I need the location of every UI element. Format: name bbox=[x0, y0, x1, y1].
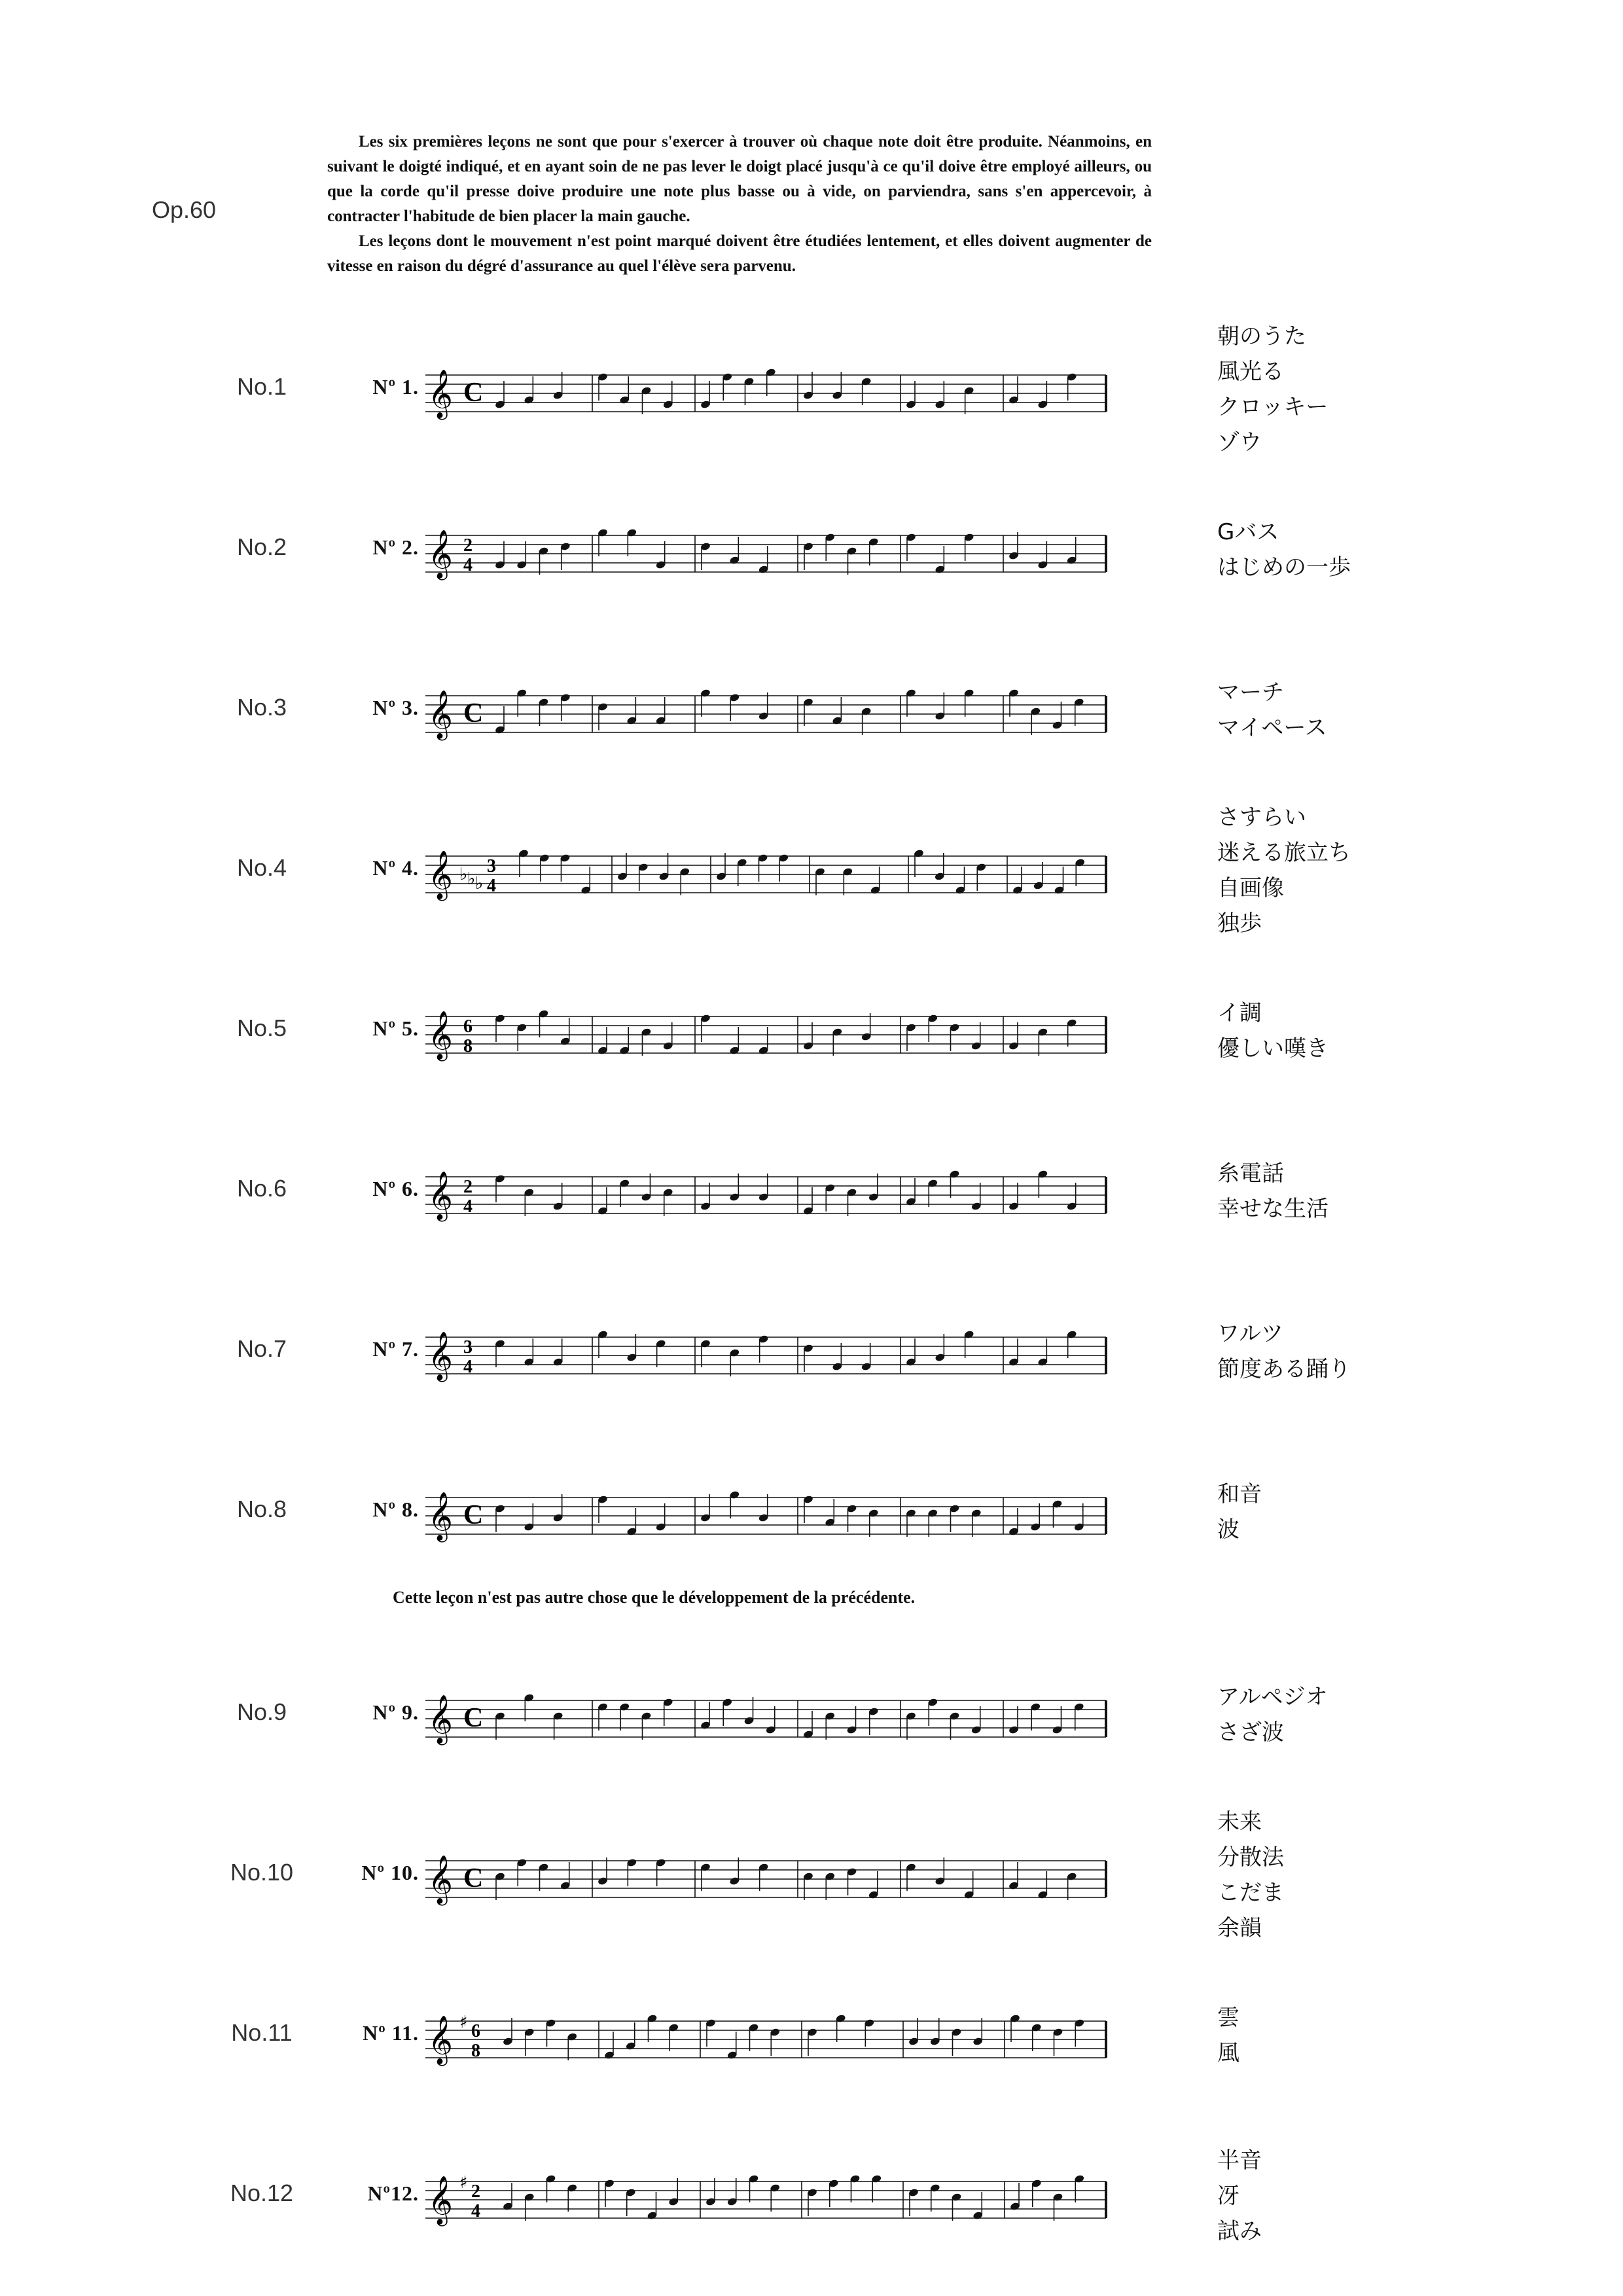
time-signature-top: 6 bbox=[463, 1016, 473, 1037]
flat-icon: ♭ bbox=[467, 869, 476, 889]
treble-clef-icon: 𝄞 bbox=[428, 370, 453, 418]
lesson-number: No.5 bbox=[236, 1014, 287, 1041]
lesson-title: イ調 bbox=[1217, 1000, 1262, 1026]
interlude-note: Cette leçon n'est pas autre chose que le développement de la précédente. bbox=[393, 1588, 916, 1607]
lesson-title: 自画像 bbox=[1217, 875, 1284, 901]
lesson-reference: Nº 2. bbox=[372, 535, 419, 559]
time-signature-bottom: 8 bbox=[471, 2041, 480, 2061]
sharp-icon: ♯ bbox=[459, 2013, 468, 2032]
lesson-title: こだま bbox=[1217, 1880, 1284, 1906]
music-staff bbox=[425, 997, 1145, 1075]
lesson-title: 未来 bbox=[1217, 1809, 1262, 1835]
music-staff bbox=[425, 836, 1145, 915]
lesson-title: ワルツ bbox=[1217, 1321, 1283, 1347]
lesson-row bbox=[0, 785, 1623, 946]
lesson-titles bbox=[1217, 1679, 1479, 1750]
common-time-icon: C bbox=[463, 378, 484, 408]
lesson-reference: Nº 10. bbox=[361, 1861, 419, 1884]
lesson-title: 試み bbox=[1217, 2218, 1262, 2244]
lesson-title: 風光る bbox=[1217, 359, 1284, 385]
treble-clef-icon: 𝄞 bbox=[428, 691, 453, 739]
time-signature-bottom: 4 bbox=[463, 555, 473, 575]
lesson-title: さざ波 bbox=[1217, 1719, 1284, 1746]
lesson-titles bbox=[1217, 675, 1479, 745]
treble-clef-icon: 𝄞 bbox=[428, 530, 453, 579]
common-time-icon: C bbox=[463, 698, 484, 728]
lesson-title: 冴 bbox=[1217, 2183, 1240, 2209]
lesson-title: 雲 bbox=[1217, 2005, 1240, 2031]
treble-clef-icon: 𝄞 bbox=[428, 1332, 453, 1380]
lesson-number: No.1 bbox=[236, 373, 287, 400]
lesson-title: マイペース bbox=[1217, 715, 1327, 741]
treble-clef-icon: 𝄞 bbox=[428, 1011, 453, 1060]
lesson-title: 朝のうた bbox=[1217, 323, 1306, 350]
music-staff bbox=[425, 1157, 1145, 1236]
treble-clef-icon: 𝄞 bbox=[428, 1856, 453, 1904]
lesson-titles bbox=[1217, 2000, 1479, 2071]
lesson-titles bbox=[1217, 514, 1479, 585]
time-signature-top: 2 bbox=[471, 2181, 480, 2202]
lesson-number: No.9 bbox=[236, 1698, 287, 1725]
flat-icon: ♭ bbox=[475, 874, 484, 893]
lesson-reference: Nº 9. bbox=[372, 1700, 419, 1724]
common-time-icon: C bbox=[463, 1703, 484, 1733]
treble-clef-icon: 𝄞 bbox=[428, 1492, 453, 1541]
lesson-reference: Nº 1. bbox=[372, 375, 419, 399]
lesson-title: 分散法 bbox=[1217, 1844, 1284, 1871]
lesson-number: No.3 bbox=[236, 694, 287, 721]
lesson-title: 幸せな生活 bbox=[1217, 1196, 1329, 1222]
lesson-titles bbox=[1217, 1156, 1479, 1227]
lesson-title: 優しい嘆き bbox=[1217, 1035, 1329, 1062]
lesson-row bbox=[0, 465, 1623, 626]
lesson-reference: Nº 8. bbox=[372, 1498, 419, 1521]
lesson-number: No.4 bbox=[236, 854, 287, 881]
lesson-number: No.12 bbox=[230, 2179, 294, 2206]
time-signature-top: 6 bbox=[471, 2021, 480, 2041]
lesson-reference: Nº 5. bbox=[372, 1016, 419, 1040]
common-time-icon: C bbox=[463, 1863, 484, 1893]
lesson-row bbox=[0, 1266, 1623, 1427]
music-staff bbox=[425, 1478, 1145, 1556]
sharp-icon: ♯ bbox=[459, 2173, 468, 2193]
time-signature-top: 2 bbox=[463, 1177, 473, 1197]
lesson-titles bbox=[1217, 996, 1479, 1066]
time-signature-top: 3 bbox=[487, 856, 496, 876]
music-staff bbox=[425, 1318, 1145, 1396]
flat-icon: ♭ bbox=[459, 865, 468, 884]
treble-clef-icon: 𝄞 bbox=[428, 1172, 453, 1220]
lesson-reference: Nº 6. bbox=[372, 1177, 419, 1200]
treble-clef-icon: 𝄞 bbox=[428, 2016, 453, 2064]
lesson-title: 糸電話 bbox=[1217, 1160, 1284, 1187]
lesson-number: No.6 bbox=[236, 1175, 287, 1202]
lesson-reference: Nº 7. bbox=[372, 1337, 419, 1361]
lesson-title: 独歩 bbox=[1217, 910, 1262, 937]
music-staff bbox=[425, 355, 1145, 434]
preface-paragraph-2: Les leçons dont le mouvement n'est point marqué doivent être étudiées lentement, et elles doivent augmenter de vitesse en raison du dégré d'assurance au quel l'élève sera parvenu. bbox=[327, 232, 1152, 275]
lesson-title: 和音 bbox=[1217, 1481, 1262, 1507]
music-staff bbox=[425, 676, 1145, 755]
lesson-titles bbox=[1217, 1804, 1479, 1946]
lesson-titles bbox=[1217, 319, 1479, 460]
lesson-reference: Nº12. bbox=[367, 2181, 419, 2205]
music-staff bbox=[425, 1681, 1145, 1759]
music-staff bbox=[425, 2162, 1145, 2240]
lesson-row bbox=[0, 1950, 1623, 2111]
lesson-titles bbox=[1217, 2143, 1479, 2249]
preface-text bbox=[327, 130, 1152, 279]
lesson-title: 波 bbox=[1217, 1516, 1240, 1543]
lesson-title: ゾウ bbox=[1217, 429, 1262, 456]
music-staff bbox=[425, 516, 1145, 594]
lesson-title: 半音 bbox=[1217, 2147, 1262, 2174]
lesson-number: No.2 bbox=[236, 533, 287, 560]
treble-clef-icon: 𝄞 bbox=[428, 2176, 453, 2225]
lesson-titles bbox=[1217, 1477, 1479, 1547]
lesson-title: Gバス bbox=[1217, 519, 1279, 545]
music-staff bbox=[425, 1841, 1145, 1920]
time-signature-top: 3 bbox=[463, 1337, 473, 1357]
opus-label: Op.60 bbox=[152, 196, 217, 223]
lesson-number: No.8 bbox=[236, 1496, 287, 1522]
lesson-number: No.10 bbox=[230, 1859, 294, 1886]
lesson-title: アルペジオ bbox=[1217, 1684, 1328, 1710]
time-signature-bottom: 8 bbox=[463, 1036, 473, 1056]
lesson-title: 迷える旅立ち bbox=[1217, 840, 1351, 866]
lesson-row bbox=[0, 625, 1623, 786]
lesson-titles bbox=[1217, 800, 1479, 941]
lesson-row bbox=[0, 1427, 1623, 1588]
lesson-row bbox=[0, 304, 1623, 465]
time-signature-bottom: 4 bbox=[471, 2201, 480, 2221]
lesson-titles bbox=[1217, 1316, 1479, 1387]
lesson-reference: Nº 11. bbox=[363, 2021, 419, 2045]
common-time-icon: C bbox=[463, 1500, 484, 1530]
lesson-title: さすらい bbox=[1217, 804, 1306, 831]
preface-paragraph-1: Les six premières leçons ne sont que pour s'exercer à trouver où chaque note doit être produite. Néanmoins, en suivant le doigté indiqué, et en ayant soin de ne pas lever le doigt placé jusqu'à ce qu'il doive être employé ailleurs, ou que la corde qu'il presse doive produire une note plus basse ou à vide, on parviendra, sans s'en appercevoir, à contracter l'habitude de bien placer la main gauche. bbox=[327, 133, 1152, 225]
lesson-number: No.7 bbox=[236, 1335, 287, 1362]
treble-clef-icon: 𝄞 bbox=[428, 1695, 453, 1744]
time-signature-bottom: 4 bbox=[463, 1357, 473, 1377]
lesson-row bbox=[0, 1106, 1623, 1267]
time-signature-top: 2 bbox=[463, 535, 473, 556]
lesson-title: はじめの一歩 bbox=[1217, 554, 1351, 581]
time-signature-bottom: 4 bbox=[463, 1196, 473, 1217]
lesson-title: クロッキー bbox=[1217, 394, 1329, 420]
time-signature-bottom: 4 bbox=[487, 876, 496, 896]
music-staff bbox=[425, 2001, 1145, 2080]
lesson-title: 余韻 bbox=[1217, 1915, 1262, 1941]
lesson-title: マーチ bbox=[1217, 679, 1284, 706]
lesson-title: 風 bbox=[1217, 2040, 1240, 2066]
lesson-reference: Nº 4. bbox=[372, 856, 419, 880]
lesson-row bbox=[0, 946, 1623, 1107]
lesson-number: No.11 bbox=[231, 2019, 293, 2046]
lesson-row bbox=[0, 2111, 1623, 2272]
treble-clef-icon: 𝄞 bbox=[428, 851, 453, 899]
lesson-row bbox=[0, 1790, 1623, 1951]
lesson-title: 節度ある踊り bbox=[1217, 1356, 1351, 1382]
lesson-row bbox=[0, 1630, 1623, 1791]
lesson-reference: Nº 3. bbox=[372, 696, 419, 719]
